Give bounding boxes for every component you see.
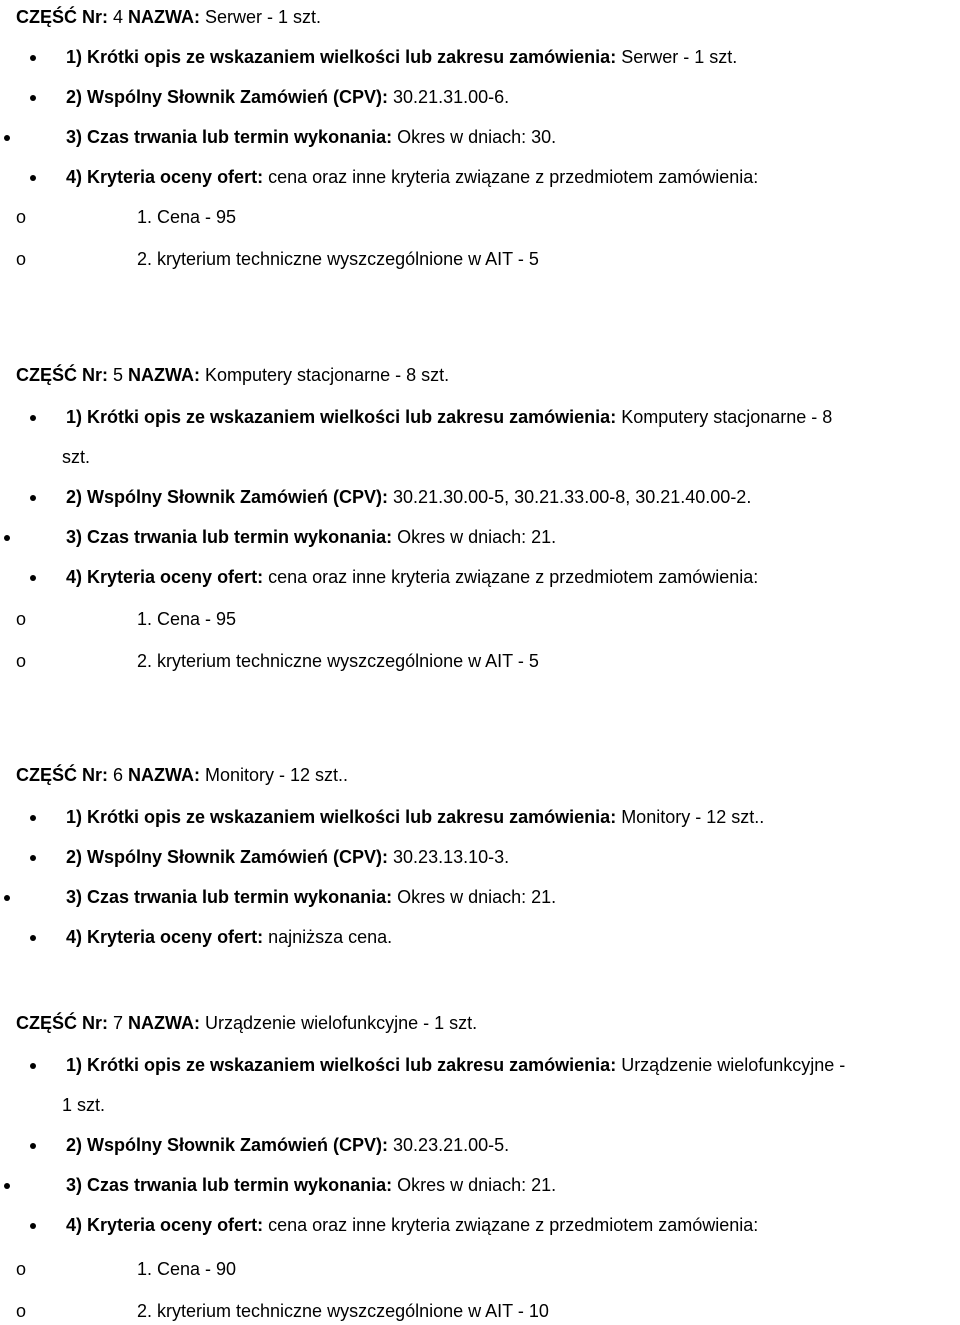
part-name-value: Serwer - 1 szt. <box>200 7 322 27</box>
list-item <box>66 846 509 868</box>
part-header <box>16 6 321 28</box>
item-value: Okres w dniach: 21. <box>392 527 557 547</box>
part-name-label: NAZWA: <box>128 7 201 27</box>
bullet-icon <box>4 135 10 141</box>
bullet-icon <box>30 1143 36 1149</box>
list-item <box>66 526 556 548</box>
bullet-icon <box>30 495 36 501</box>
item-label: 2) Wspólny Słownik Zamówień (CPV): <box>66 87 389 107</box>
bullet-icon <box>4 535 10 541</box>
item-value: Komputery stacjonarne - 8 <box>616 407 833 427</box>
part-name-value: Urządzenie wielofunkcyjne - 1 szt. <box>200 1013 478 1033</box>
part-name-label: NAZWA: <box>128 765 201 785</box>
bullet-icon <box>30 575 36 581</box>
item-value-continuation: 1 szt. <box>62 1095 106 1115</box>
list-item <box>66 126 556 148</box>
circle-bullet-icon: o <box>16 651 27 671</box>
criterion-item: 1. Cena - 90 <box>137 1259 237 1279</box>
part-number-label: CZĘŚĆ Nr: <box>16 7 109 27</box>
bullet-icon <box>30 1223 36 1229</box>
circle-bullet-icon: o <box>16 1301 27 1321</box>
bullet-icon <box>30 855 36 861</box>
part-number-value: 7 <box>108 1013 129 1033</box>
item-value: 30.23.13.10-3. <box>388 847 510 867</box>
item-value: 30.21.30.00-5, 30.21.33.00-8, 30.21.40.00-2. <box>388 487 752 507</box>
criterion-item: 2. kryterium techniczne wyszczególnione w AIT - 5 <box>137 249 539 269</box>
item-value: najniższa cena. <box>263 927 393 947</box>
part-header <box>16 764 348 786</box>
item-value: Monitory - 12 szt.. <box>616 807 765 827</box>
item-label: 1) Krótki opis ze wskazaniem wielkości lub zakresu zamówienia: <box>66 47 617 67</box>
part-number-label: CZĘŚĆ Nr: <box>16 1013 109 1033</box>
item-value: Okres w dniach: 21. <box>392 1175 557 1195</box>
item-value: Serwer - 1 szt. <box>616 47 738 67</box>
item-label: 4) Kryteria oceny ofert: <box>66 927 264 947</box>
list-item <box>66 1134 509 1156</box>
criterion-item: 1. Cena - 95 <box>137 207 237 227</box>
circle-bullet-icon: o <box>16 1259 27 1279</box>
criterion-item: 2. kryterium techniczne wyszczególnione w AIT - 10 <box>137 1301 549 1321</box>
item-value: cena oraz inne kryteria związane z przedmiotem zamówienia: <box>263 567 759 587</box>
list-item <box>66 406 832 428</box>
list-item <box>66 566 758 588</box>
list-item <box>66 486 751 508</box>
item-label: 3) Czas trwania lub termin wykonania: <box>66 1175 393 1195</box>
bullet-icon <box>4 895 10 901</box>
part-number-value: 4 <box>108 7 129 27</box>
part-number-value: 5 <box>108 365 129 385</box>
item-label: 2) Wspólny Słownik Zamówień (CPV): <box>66 487 389 507</box>
item-label: 3) Czas trwania lub termin wykonania: <box>66 887 393 907</box>
list-item <box>66 1214 758 1236</box>
bullet-icon <box>30 815 36 821</box>
item-label: 4) Kryteria oceny ofert: <box>66 1215 264 1235</box>
list-item <box>66 926 392 948</box>
part-name-label: NAZWA: <box>128 365 201 385</box>
item-label: 2) Wspólny Słownik Zamówień (CPV): <box>66 847 389 867</box>
part-number-label: CZĘŚĆ Nr: <box>16 365 109 385</box>
item-value: Okres w dniach: 30. <box>392 127 557 147</box>
part-header <box>16 364 449 386</box>
item-value: 30.21.31.00-6. <box>388 87 510 107</box>
item-label: 3) Czas trwania lub termin wykonania: <box>66 127 393 147</box>
item-label: 4) Kryteria oceny ofert: <box>66 167 264 187</box>
item-value: cena oraz inne kryteria związane z przedmiotem zamówienia: <box>263 1215 759 1235</box>
criterion-item: 2. kryterium techniczne wyszczególnione w AIT - 5 <box>137 651 539 671</box>
list-item <box>66 1174 556 1196</box>
bullet-icon <box>30 175 36 181</box>
list-item <box>66 86 509 108</box>
part-number-value: 6 <box>108 765 129 785</box>
list-item <box>66 806 764 828</box>
criterion-item: 1. Cena - 95 <box>137 609 237 629</box>
list-item <box>66 886 556 908</box>
part-name-value: Komputery stacjonarne - 8 szt. <box>200 365 450 385</box>
item-label: 1) Krótki opis ze wskazaniem wielkości lub zakresu zamówienia: <box>66 1055 617 1075</box>
part-name-value: Monitory - 12 szt.. <box>200 765 349 785</box>
list-item <box>66 46 737 68</box>
bullet-icon <box>30 55 36 61</box>
bullet-icon <box>4 1183 10 1189</box>
list-item <box>66 166 758 188</box>
item-label: 1) Krótki opis ze wskazaniem wielkości lub zakresu zamówienia: <box>66 407 617 427</box>
part-number-label: CZĘŚĆ Nr: <box>16 765 109 785</box>
item-value: 30.23.21.00-5. <box>388 1135 510 1155</box>
circle-bullet-icon: o <box>16 249 27 269</box>
item-label: 1) Krótki opis ze wskazaniem wielkości lub zakresu zamówienia: <box>66 807 617 827</box>
item-label: 4) Kryteria oceny ofert: <box>66 567 264 587</box>
part-header <box>16 1012 477 1034</box>
circle-bullet-icon: o <box>16 609 27 629</box>
bullet-icon <box>30 935 36 941</box>
item-label: 2) Wspólny Słownik Zamówień (CPV): <box>66 1135 389 1155</box>
part-name-label: NAZWA: <box>128 1013 201 1033</box>
item-value-continuation: szt. <box>62 447 91 467</box>
list-item <box>66 1054 845 1076</box>
circle-bullet-icon: o <box>16 207 27 227</box>
item-value: cena oraz inne kryteria związane z przedmiotem zamówienia: <box>263 167 759 187</box>
bullet-icon <box>30 95 36 101</box>
bullet-icon <box>30 415 36 421</box>
item-label: 3) Czas trwania lub termin wykonania: <box>66 527 393 547</box>
item-value: Urządzenie wielofunkcyjne - <box>616 1055 846 1075</box>
bullet-icon <box>30 1063 36 1069</box>
item-value: Okres w dniach: 21. <box>392 887 557 907</box>
